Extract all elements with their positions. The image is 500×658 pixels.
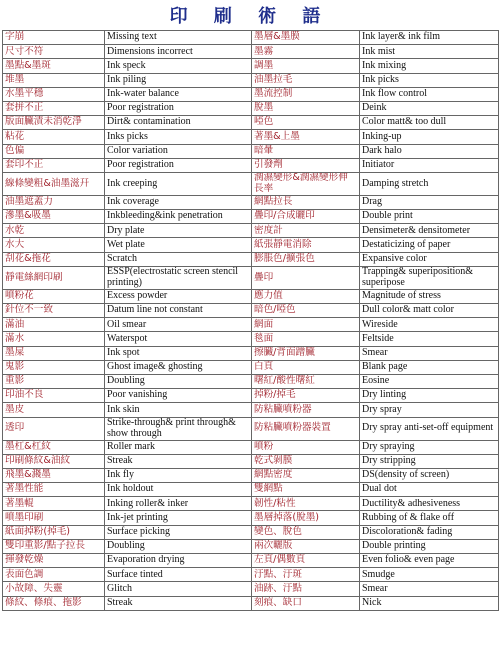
chinese-term-cell: 印刷條紋&油紋 — [3, 454, 105, 468]
table-row — [3, 497, 499, 511]
chinese-term-cell: 汙點、汙斑 — [252, 568, 360, 582]
chinese-term-cell: 網面 — [252, 318, 360, 332]
chinese-term-cell: 水墨平穩 — [3, 87, 105, 101]
english-term-cell: ESSP(electrostatic screen stencil printing) — [105, 266, 252, 289]
chinese-term-cell: 油墨拉毛 — [252, 73, 360, 87]
english-term-cell: Dry spray anti-set-off equipment — [360, 417, 499, 440]
english-term-cell: Ink creeping — [105, 172, 252, 195]
chinese-term-cell: 毯面 — [252, 332, 360, 346]
english-term-cell: Dark halo — [360, 144, 499, 158]
table-row — [3, 158, 499, 172]
table-row — [3, 318, 499, 332]
chinese-term-cell: 密度計 — [252, 224, 360, 238]
chinese-term-cell: 韌性/粘性 — [252, 497, 360, 511]
table-row — [3, 45, 499, 59]
table-row — [3, 73, 499, 87]
chinese-term-cell: 噴粉 — [252, 440, 360, 454]
table-row — [3, 568, 499, 582]
chinese-term-cell: 字崩 — [3, 31, 105, 45]
chinese-term-cell: 滿水 — [3, 332, 105, 346]
table-row — [3, 31, 499, 45]
english-term-cell: Ghost image& ghosting — [105, 360, 252, 374]
chinese-term-cell: 擦臟/背面蹭臟 — [252, 346, 360, 360]
english-term-cell: Eosine — [360, 374, 499, 388]
table-row — [3, 238, 499, 252]
english-term-cell: Deink — [360, 101, 499, 115]
english-term-cell: Wet plate — [105, 238, 252, 252]
english-term-cell: Ink mist — [360, 45, 499, 59]
table-row — [3, 304, 499, 318]
chinese-term-cell: 雙印重影/點子拉長 — [3, 539, 105, 553]
english-term-cell: Dimensions incorrect — [105, 45, 252, 59]
table-row — [3, 59, 499, 73]
chinese-term-cell: 套印不正 — [3, 158, 105, 172]
english-term-cell: Missing text — [105, 31, 252, 45]
table-row — [3, 468, 499, 482]
english-term-cell: Nick — [360, 596, 499, 610]
english-term-cell: Ink skin — [105, 403, 252, 417]
table-row — [3, 252, 499, 266]
chinese-term-cell: 墨屎 — [3, 346, 105, 360]
english-term-cell: Expansive color — [360, 252, 499, 266]
english-term-cell: Ink spot — [105, 346, 252, 360]
chinese-term-cell: 啞色 — [252, 116, 360, 130]
chinese-term-cell: 重影 — [3, 374, 105, 388]
table-row — [3, 374, 499, 388]
chinese-term-cell: 疊印 — [252, 266, 360, 289]
table-row — [3, 454, 499, 468]
table-row — [3, 144, 499, 158]
english-term-cell: Ink-jet printing — [105, 511, 252, 525]
chinese-term-cell: 網點拉長 — [252, 195, 360, 209]
chinese-term-cell: 油墨遮蓋力 — [3, 195, 105, 209]
chinese-term-cell: 乾式剝膜 — [252, 454, 360, 468]
english-term-cell: Scratch — [105, 252, 252, 266]
chinese-term-cell: 套拼不正 — [3, 101, 105, 115]
english-term-cell: Doubling — [105, 374, 252, 388]
table-row — [3, 332, 499, 346]
english-term-cell: Destaticizing of paper — [360, 238, 499, 252]
glossary-body — [3, 31, 499, 611]
english-term-cell: Ink-water balance — [105, 87, 252, 101]
table-row — [3, 596, 499, 610]
english-term-cell: Datum line not constant — [105, 304, 252, 318]
table-row — [3, 539, 499, 553]
english-term-cell: Ink piling — [105, 73, 252, 87]
chinese-term-cell: 線條變粗&油墨滋幵 — [3, 172, 105, 195]
table-row — [3, 87, 499, 101]
english-term-cell: Smear — [360, 582, 499, 596]
chinese-term-cell: 條紋、條痕、拖影 — [3, 596, 105, 610]
english-term-cell: Wireside — [360, 318, 499, 332]
english-term-cell: Ductility& adhesiveness — [360, 497, 499, 511]
chinese-term-cell: 暗暈 — [252, 144, 360, 158]
table-row — [3, 389, 499, 403]
english-term-cell: Inkbleeding&ink penetration — [105, 210, 252, 224]
english-term-cell: Drag — [360, 195, 499, 209]
english-term-cell: Dirt& contamination — [105, 116, 252, 130]
english-term-cell: Dry spray — [360, 403, 499, 417]
table-row — [3, 266, 499, 289]
english-term-cell: Poor registration — [105, 101, 252, 115]
chinese-term-cell: 表面色調 — [3, 568, 105, 582]
chinese-term-cell: 兩次曬版 — [252, 539, 360, 553]
table-row — [3, 417, 499, 440]
table-row — [3, 210, 499, 224]
table-row — [3, 346, 499, 360]
english-term-cell: Roller mark — [105, 440, 252, 454]
chinese-term-cell: 變色、脫色 — [252, 525, 360, 539]
chinese-term-cell: 版面臟漬未消乾淨 — [3, 116, 105, 130]
chinese-term-cell: 刻痕、缺口 — [252, 596, 360, 610]
chinese-term-cell: 膨脹色/擴張色 — [252, 252, 360, 266]
english-term-cell: Double printing — [360, 539, 499, 553]
chinese-term-cell: 滿油 — [3, 318, 105, 332]
english-term-cell: Streak — [105, 454, 252, 468]
english-term-cell: Ink coverage — [105, 195, 252, 209]
table-row — [3, 116, 499, 130]
english-term-cell: Surface picking — [105, 525, 252, 539]
chinese-term-cell: 油跡、汙點 — [252, 582, 360, 596]
table-row — [3, 525, 499, 539]
english-term-cell: Rubbing of & flake off — [360, 511, 499, 525]
table-row — [3, 554, 499, 568]
chinese-term-cell: 引發劑 — [252, 158, 360, 172]
chinese-term-cell: 墨杠&杠紋 — [3, 440, 105, 454]
chinese-term-cell: 色偏 — [3, 144, 105, 158]
english-term-cell: Ink picks — [360, 73, 499, 87]
english-term-cell: Oil smear — [105, 318, 252, 332]
chinese-term-cell: 著墨&上墨 — [252, 130, 360, 144]
chinese-term-cell: 透印 — [3, 417, 105, 440]
chinese-term-cell: 白頁 — [252, 360, 360, 374]
chinese-term-cell: 靜電絲網印刷 — [3, 266, 105, 289]
english-term-cell: Poor registration — [105, 158, 252, 172]
english-term-cell: Evaporation drying — [105, 554, 252, 568]
table-row — [3, 289, 499, 303]
english-term-cell: Ink fly — [105, 468, 252, 482]
english-term-cell: Ink holdout — [105, 483, 252, 497]
english-term-cell: Damping stretch — [360, 172, 499, 195]
english-term-cell: Smudge — [360, 568, 499, 582]
chinese-term-cell: 網點密度 — [252, 468, 360, 482]
chinese-term-cell: 掉粉/掉毛 — [252, 389, 360, 403]
english-term-cell: Excess powder — [105, 289, 252, 303]
table-row — [3, 224, 499, 238]
table-row — [3, 403, 499, 417]
english-term-cell: Double print — [360, 210, 499, 224]
table-row — [3, 172, 499, 195]
chinese-term-cell: 雙網點 — [252, 483, 360, 497]
chinese-term-cell: 墨層掉落(脫墨) — [252, 511, 360, 525]
chinese-term-cell: 防粘臟噴粉器裝置 — [252, 417, 360, 440]
english-term-cell: Dry stripping — [360, 454, 499, 468]
english-term-cell: Densimeter& densitometer — [360, 224, 499, 238]
chinese-term-cell: 疊印/合成曬印 — [252, 210, 360, 224]
english-term-cell: Trapping& superiposition& superipose — [360, 266, 499, 289]
english-term-cell: Waterspot — [105, 332, 252, 346]
chinese-term-cell: 防粘臟噴粉器 — [252, 403, 360, 417]
glossary-table — [2, 30, 499, 611]
chinese-term-cell: 調墨 — [252, 59, 360, 73]
chinese-term-cell: 尺寸不符 — [3, 45, 105, 59]
chinese-term-cell: 墨點&墨斑 — [3, 59, 105, 73]
chinese-term-cell: 水大 — [3, 238, 105, 252]
english-term-cell: Doubling — [105, 539, 252, 553]
chinese-term-cell: 針位不一致 — [3, 304, 105, 318]
table-row — [3, 195, 499, 209]
table-row — [3, 440, 499, 454]
english-term-cell: Ink speck — [105, 59, 252, 73]
chinese-term-cell: 滲墨&吸墨 — [3, 210, 105, 224]
chinese-term-cell: 鬼影 — [3, 360, 105, 374]
english-term-cell: Dull color& matt color — [360, 304, 499, 318]
english-term-cell: Inking-up — [360, 130, 499, 144]
chinese-term-cell: 墨流控制 — [252, 87, 360, 101]
chinese-term-cell: 噴粉花 — [3, 289, 105, 303]
chinese-term-cell: 印油不良 — [3, 389, 105, 403]
english-term-cell: Ink mixing — [360, 59, 499, 73]
table-row — [3, 483, 499, 497]
table-row — [3, 130, 499, 144]
english-term-cell: Even folio& even page — [360, 554, 499, 568]
chinese-term-cell: 紙面掉粉(掉毛) — [3, 525, 105, 539]
chinese-term-cell: 脫墨 — [252, 101, 360, 115]
chinese-term-cell: 小故障、失靈 — [3, 582, 105, 596]
chinese-term-cell: 曙紅/酸性曙紅 — [252, 374, 360, 388]
table-row — [3, 101, 499, 115]
chinese-term-cell: 墨皮 — [3, 403, 105, 417]
english-term-cell: Poor vanishing — [105, 389, 252, 403]
english-term-cell: Ink flow control — [360, 87, 499, 101]
english-term-cell: Surface tinted — [105, 568, 252, 582]
english-term-cell: Dry spraying — [360, 440, 499, 454]
english-term-cell: Blank page — [360, 360, 499, 374]
table-row — [3, 582, 499, 596]
english-term-cell: Streak — [105, 596, 252, 610]
english-term-cell: Color variation — [105, 144, 252, 158]
chinese-term-cell: 粘花 — [3, 130, 105, 144]
english-term-cell: Glitch — [105, 582, 252, 596]
chinese-term-cell: 紙張靜電消除 — [252, 238, 360, 252]
english-term-cell: Dry plate — [105, 224, 252, 238]
table-row — [3, 360, 499, 374]
chinese-term-cell: 潤濕變形&潤濕變形伸長率 — [252, 172, 360, 195]
english-term-cell: DS(density of screen) — [360, 468, 499, 482]
table-row — [3, 511, 499, 525]
english-term-cell: Inks picks — [105, 130, 252, 144]
chinese-term-cell: 墨層&墨膜 — [252, 31, 360, 45]
english-term-cell: Feltside — [360, 332, 499, 346]
chinese-term-cell: 墨霧 — [252, 45, 360, 59]
chinese-term-cell: 左頁/偶數頁 — [252, 554, 360, 568]
english-term-cell: Smear — [360, 346, 499, 360]
chinese-term-cell: 刮花&拖花 — [3, 252, 105, 266]
chinese-term-cell: 水乾 — [3, 224, 105, 238]
english-term-cell: Dual dot — [360, 483, 499, 497]
english-term-cell: Inking roller& inker — [105, 497, 252, 511]
chinese-term-cell: 噴墨印刷 — [3, 511, 105, 525]
chinese-term-cell: 揮發乾燥 — [3, 554, 105, 568]
english-term-cell: Discoloration& fading — [360, 525, 499, 539]
chinese-term-cell: 著墨輥 — [3, 497, 105, 511]
english-term-cell: Dry linting — [360, 389, 499, 403]
chinese-term-cell: 飛墨&濺墨 — [3, 468, 105, 482]
english-term-cell: Initiator — [360, 158, 499, 172]
chinese-term-cell: 暗色/啞色 — [252, 304, 360, 318]
page-title: 印 刷 術 語 — [169, 6, 331, 27]
chinese-term-cell: 著墨性能 — [3, 483, 105, 497]
english-term-cell: Strike-through& print through& show through — [105, 417, 252, 440]
english-term-cell: Ink layer& ink film — [360, 31, 499, 45]
chinese-term-cell: 堆墨 — [3, 73, 105, 87]
english-term-cell: Color matt& too dull — [360, 116, 499, 130]
english-term-cell: Magnitude of stress — [360, 289, 499, 303]
chinese-term-cell: 應力值 — [252, 289, 360, 303]
